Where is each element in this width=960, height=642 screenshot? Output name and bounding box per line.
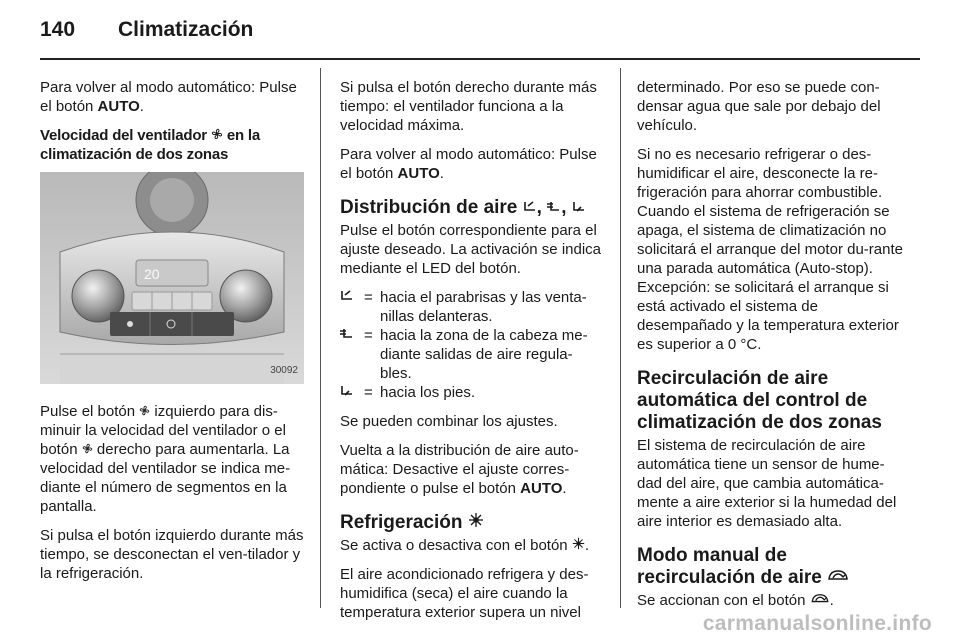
auto-recirculation-heading: Recirculación de aire automática del control de climatización de dos zonas <box>637 368 882 433</box>
auto-label: AUTO <box>397 165 440 182</box>
air-distribution-heading: Distribución de aire , , <box>340 197 604 219</box>
feet-airflow-icon <box>340 383 364 402</box>
list-item: = hacia los pies. <box>340 383 604 402</box>
paragraph-condense: determinado. Por eso se puede con-densar agua que sale por debajo del vehículo. <box>637 79 881 134</box>
fan-icon <box>82 440 93 459</box>
paragraph-auto-mode-2: Para volver al modo automático: Pulse el botón AUTO. <box>340 146 597 182</box>
paragraph-fan-off: Si pulsa el botón izquierdo durante más tiempo, se desconectan el ven-tilador y la refrigeración. <box>40 527 304 582</box>
snowflake-icon <box>572 536 585 555</box>
recirculation-icon <box>810 591 830 610</box>
paragraph-air-buttons: Pulse el botón correspondiente para el ajuste deseado. La activación se indica mediante el LED del botón. <box>340 222 602 277</box>
list-item: = hacia la zona de la cabeza me-diante salidas de aire regula-bles. <box>340 326 604 383</box>
column-1 <box>40 78 304 593</box>
auto-label: AUTO <box>520 480 563 497</box>
paragraph-combine: Se pueden combinar los ajustes. <box>340 413 558 430</box>
fan-icon <box>139 402 150 421</box>
figure-code: 30092 <box>270 365 298 376</box>
cooling-heading: Refrigeración <box>340 512 604 534</box>
head-airflow-icon <box>340 326 364 383</box>
page-number: 140 <box>40 18 76 41</box>
column-divider-1 <box>320 68 321 608</box>
paragraph-max-speed: Si pulsa el botón derecho durante más tiempo: el ventilador funciona a la velocidad máxima. <box>340 79 597 134</box>
paragraph-auto-mode: Para volver al modo automático: Pulse el botón AUTO. <box>40 79 297 115</box>
paragraph-recirc-button: Se accionan con el botón . <box>637 592 834 609</box>
section-title: Climatización <box>118 18 254 41</box>
column-2 <box>340 78 604 632</box>
paragraph-fan-buttons: Pulse el botón izquierdo para dis-minuir la velocidad del ventilador o el botón derecho para aumentarla. La velocidad del ventilador se indica me-diante el número de segmentos en la pantalla. <box>40 403 291 515</box>
windscreen-airflow-icon <box>523 197 537 219</box>
paragraph-cooling-button: Se activa o desactiva con el botón . <box>340 537 589 554</box>
fan-speed-subheading: Velocidad del ventilador en la climatización de dos zonas <box>40 127 261 163</box>
head-airflow-icon <box>547 197 561 219</box>
watermark: carmanualsonline.info <box>702 612 932 635</box>
list-item: = hacia el parabrisas y las venta-nillas delanteras. <box>340 288 604 326</box>
auto-label: AUTO <box>97 98 140 115</box>
feet-airflow-icon <box>572 197 586 219</box>
climate-control-photo <box>40 172 304 384</box>
recirculation-icon <box>827 567 849 589</box>
fan-icon <box>211 126 223 145</box>
manual-recirculation-heading: Modo manual de recirculación de aire <box>637 545 903 589</box>
header-rule <box>40 58 920 60</box>
paragraph-fuel-saving: Si no es necesario refrigerar o des-humidificar el aire, desconecte la re-frigeración para ahorrar combustible. Cuando el sistema de refrigeración se apaga, el sistema de climatización no solicitará el arranque del motor du-rante una parada automática (Auto-stop). Excepción: se solicitará el arranque si está activado el sistema de desempañado y la temperatura exterior es superior a 0 °C. <box>637 146 903 353</box>
paragraph-auto-return: Vuelta a la distribución de aire auto-mática: Desactive el ajuste corres-pondiente o pulse el botón AUTO. <box>340 442 579 497</box>
snowflake-icon <box>468 512 484 534</box>
panel-temperature-display: 20 <box>144 266 160 282</box>
paragraph-humidity-sensor: El sistema de recirculación de aire automática tiene un sensor de hume-dad del aire, que cambia automática-mente a aire exterior si la humedad del aire interior es demasiado alta. <box>637 437 897 530</box>
windscreen-airflow-icon <box>340 288 364 326</box>
column-3 <box>637 78 903 620</box>
column-divider-2 <box>620 68 621 608</box>
air-distribution-list <box>340 288 604 402</box>
paragraph-ac: El aire acondicionado refrigera y des-humidifica (seca) el aire cuando la temperatura exterior supera un nivel <box>340 566 589 621</box>
